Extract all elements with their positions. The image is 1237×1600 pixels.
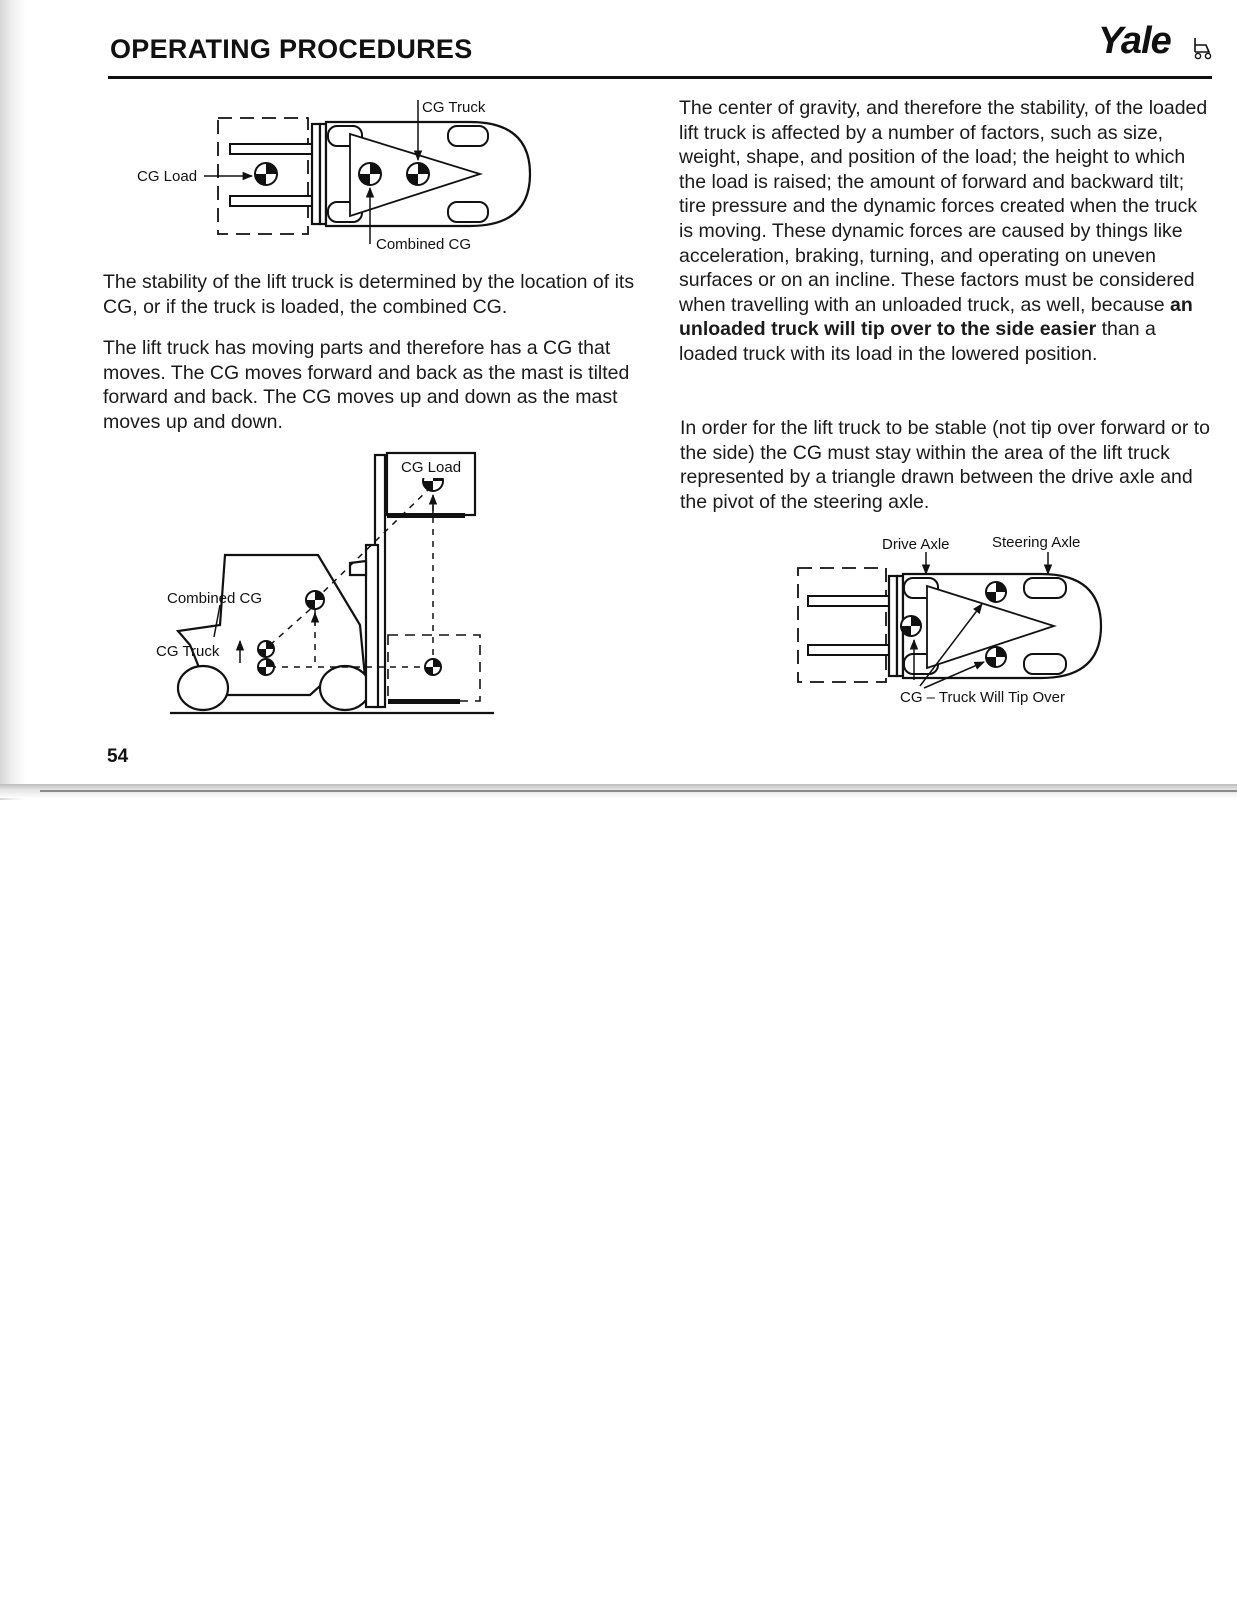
figure-side-view	[150, 445, 500, 720]
figure-tip-over	[786, 530, 1116, 715]
figure-top-view	[130, 94, 560, 264]
page-title: OPERATING PROCEDURES	[110, 34, 473, 64]
tip-pallet-outline	[798, 568, 886, 682]
scan-binding-edge	[0, 0, 26, 800]
left-paragraph-2: The lift truck has moving parts and therefore has a CG that moves. The CG moves forward and back as the mast is tilted forward and back. The CG moves up and down as the mast moves up and down.	[103, 337, 630, 433]
header-rule	[108, 76, 1212, 79]
right-paragraph-1-emphasis: an unloaded truck will tip over to the side easier	[679, 293, 1193, 341]
cg-load-lowered-symbol	[425, 659, 441, 675]
tip-cg-lower-symbol	[986, 647, 1006, 667]
cg-truck-symbol	[407, 163, 429, 185]
label-combined-cg: Combined CG	[376, 236, 472, 253]
page-bottom-edge	[40, 790, 1237, 792]
label-side-cg-load: CG Load	[401, 459, 462, 476]
tip-cg-upper-symbol	[986, 582, 1006, 602]
left-paragraph-1: The stability of the lift truck is determined by the location of its CG, or if the truck is loaded, the combined CG.	[103, 271, 635, 318]
label-drive-axle: Drive Axle	[882, 536, 950, 553]
label-cg-tip-over: CG – Truck Will Tip Over	[900, 689, 1066, 706]
fork-lowered	[388, 699, 460, 704]
right-paragraph-1	[679, 96, 1213, 367]
fork-raised	[387, 513, 465, 518]
forklift-logo-icon	[1192, 35, 1214, 61]
combined-cg-symbol	[359, 163, 381, 185]
label-side-combined-cg: Combined CG	[167, 590, 263, 607]
right-paragraph-1-end: than a loaded truck with its load in the lowered position.	[679, 318, 1156, 365]
page-number: 54	[107, 746, 129, 767]
label-cg-load: CG Load	[137, 168, 198, 185]
tip-forks	[808, 596, 890, 655]
tip-cg-front-symbol	[901, 616, 921, 636]
label-steering-axle: Steering Axle	[992, 534, 1081, 551]
right-paragraph-1-text: The center of gravity, and therefore the stability, of the loaded lift truck is affected by a number of factors, such as size, weight, shape, and position of the load; the height to which the load is raised; the amount of forward and backward tilt; tire pressure and the dynamic forces created when the truck is moving. These dynamic forces are caused by things like acceleration, braking, turning, and operating on uneven surfaces or on an incline. These factors must be considered when travelling with an unloaded truck, as well, because	[679, 97, 1208, 316]
brand-logo: Yale	[1098, 20, 1171, 62]
right-paragraph-2: In order for the lift truck to be stable (not tip over forward or to the side) the CG must stay within the area of the lift truck represented by a triangle drawn between the drive axle and the pivot of the steering axle.	[680, 417, 1210, 513]
cg-load-symbol	[255, 163, 277, 185]
label-cg-truck: CG Truck	[422, 99, 486, 116]
combined-cg-side-symbol	[306, 591, 324, 609]
label-side-cg-truck: CG Truck	[156, 643, 220, 660]
